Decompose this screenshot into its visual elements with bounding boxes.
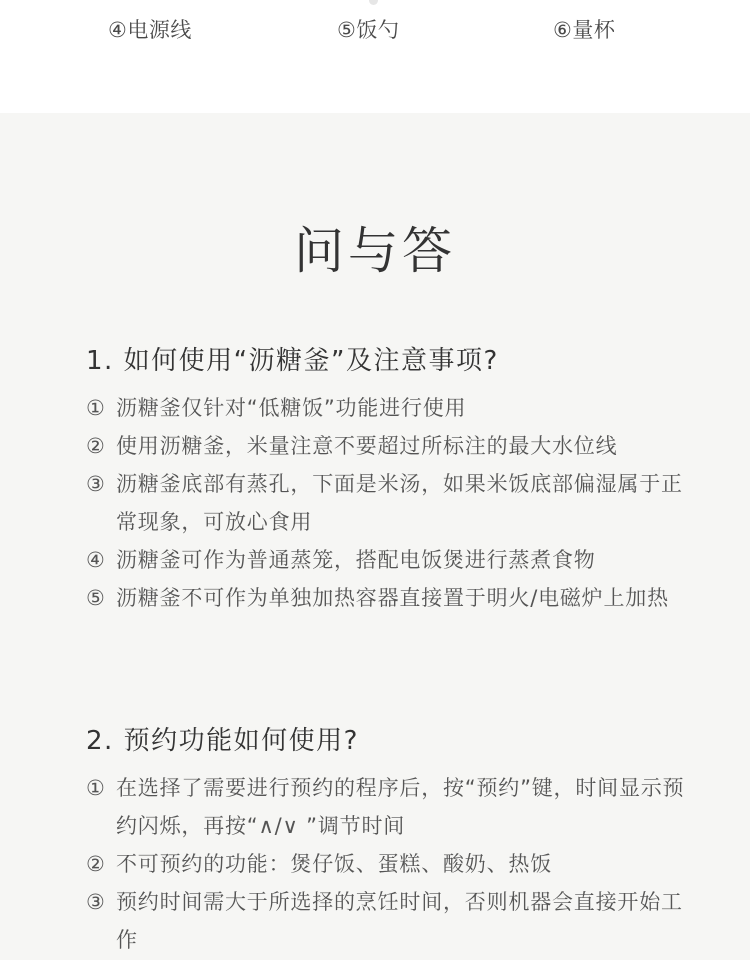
- accessory-rice-paddle: ⑤饭勺: [337, 18, 400, 42]
- question-2-item-3: [86, 883, 686, 959]
- item-number: ②: [86, 434, 106, 458]
- question-1-item-4: [86, 541, 686, 579]
- item-number: ③: [86, 472, 106, 496]
- item-text: 沥糖釜可作为普通蒸笼，搭配电饭煲进行蒸煮食物: [116, 548, 596, 572]
- accessories-section: [0, 0, 750, 113]
- question-1-item-2: [86, 427, 686, 465]
- item-text: 沥糖釜底部有蒸孔，下面是米汤，如果米饭底部偏湿属于正常现象，可放心食用: [116, 472, 683, 534]
- item-text: 沥糖釜不可作为单独加热容器直接置于明火/电磁炉上加热: [116, 586, 669, 610]
- question-2-title: 2. 预约功能如何使用?: [86, 726, 359, 756]
- accessory-measuring-cup: ⑥量杯: [553, 18, 616, 42]
- question-1-item-5: [86, 579, 686, 617]
- item-number: ③: [86, 890, 106, 914]
- question-2-item-2: [86, 845, 686, 883]
- carousel-indicator-dot: [369, 0, 378, 5]
- item-number: ①: [86, 396, 106, 420]
- item-number: ⑤: [86, 586, 106, 610]
- item-number: ②: [86, 852, 106, 876]
- question-1-title: 1. 如何使用“沥糖釜”及注意事项?: [86, 346, 499, 376]
- question-2-item-1: [86, 769, 686, 845]
- item-text: 沥糖釜仅针对“低糖饭”功能进行使用: [116, 396, 467, 420]
- faq-section: [0, 113, 750, 960]
- item-text: 预约时间需大于所选择的烹饪时间，否则机器会直接开始工作: [116, 890, 683, 952]
- accessory-power-cord: ④电源线: [108, 18, 192, 42]
- question-1-item-3: [86, 465, 686, 541]
- item-number: ④: [86, 548, 106, 572]
- faq-title: 问与答: [294, 222, 456, 280]
- item-text: 使用沥糖釜，米量注意不要超过所标注的最大水位线: [116, 434, 618, 458]
- item-text: 不可预约的功能：煲仔饭、蛋糕、酸奶、热饭: [116, 852, 552, 876]
- item-number: ①: [86, 776, 106, 800]
- question-1-item-1: [86, 389, 686, 427]
- item-text: 在选择了需要进行预约的程序后，按“预约”键，时间显示预约闪烁，再按“∧/∨ ”调节时间: [116, 776, 685, 838]
